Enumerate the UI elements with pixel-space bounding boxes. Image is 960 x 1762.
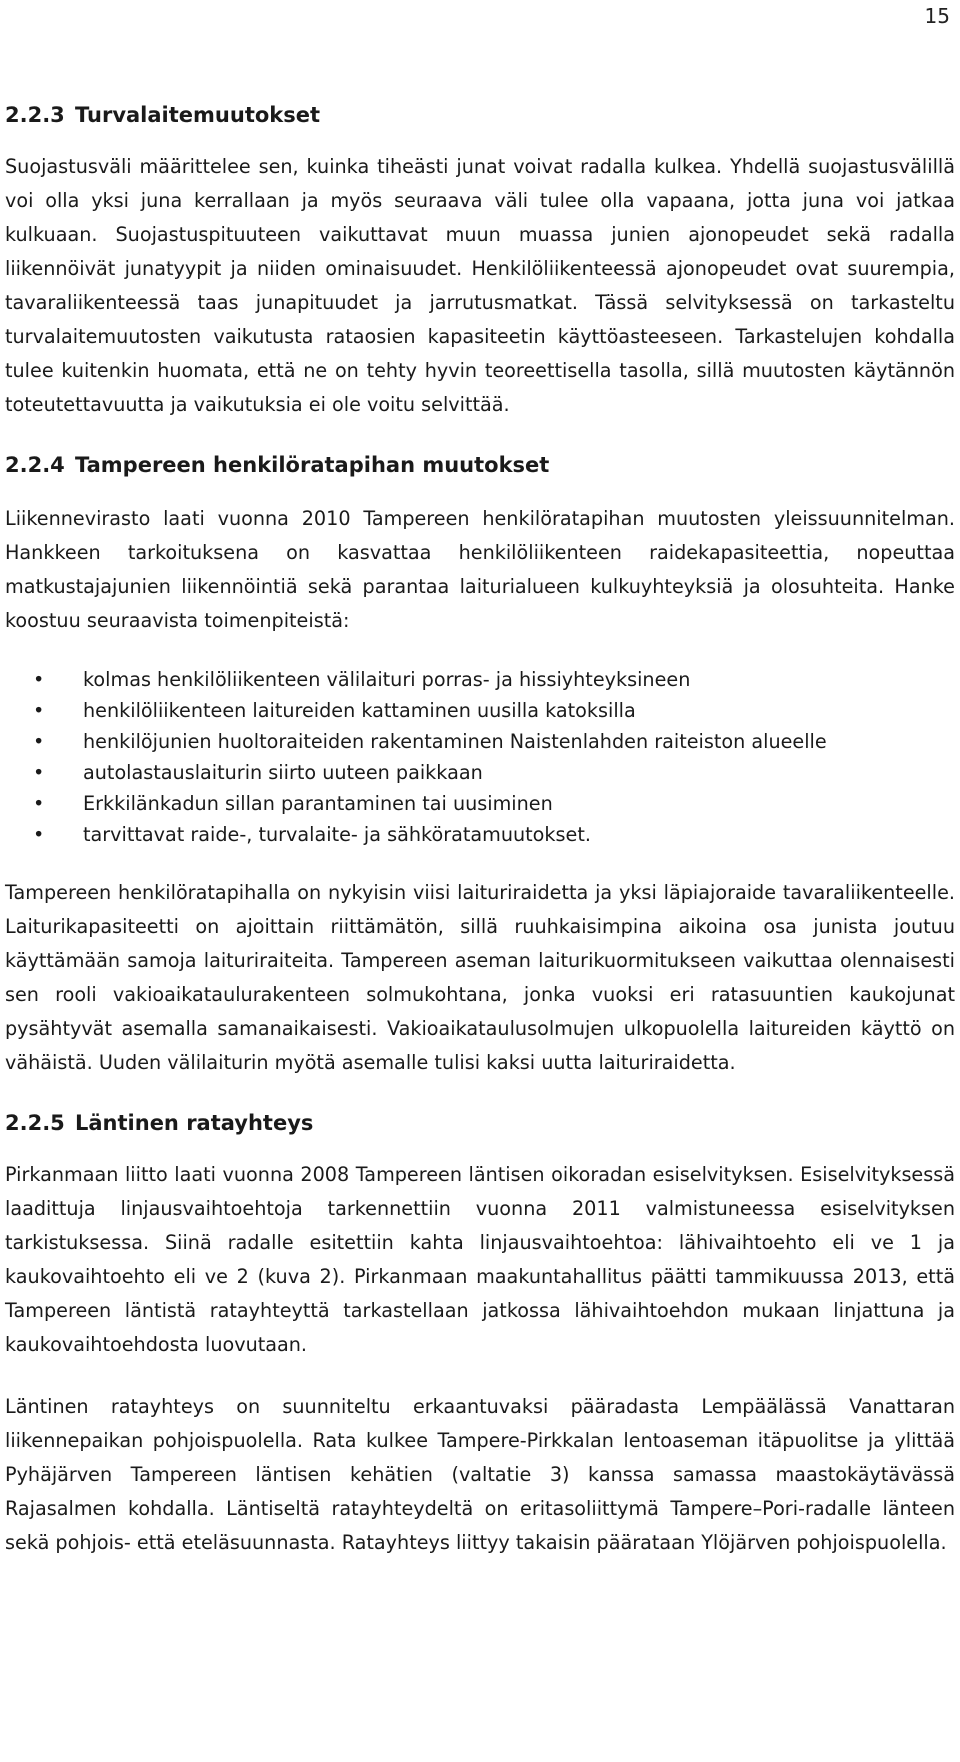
section-number: 2.2.4 xyxy=(5,453,65,477)
bullet-icon: • xyxy=(33,730,45,753)
paragraph: Suojastusväli määrittelee sen, kuinka tiheästi junat voivat radalla kulkea. Yhdellä suojastusvälillä voi olla yksi juna kerrallaan ja myös seuraava väli tulee olla vapaana, jotta juna voi jatkaa kulkuaan. Suojastuspituuteen vaikuttavat muun muassa junien ajonopeudet sekä radalla liikennöivät junatyypit ja niiden ominaisuudet. Henkilöliikenteessä ajonopeudet ovat suurempia, tavaraliikenteessä taas junapituudet ja jarrutusmatkat. Tässä selvityksessä on tarkasteltu turvalaitemuutosten vaikutusta rataosien kapasiteetin käyttöasteeseen. Tarkastelujen kohdalla tulee kuitenkin huomata, että ne on tehty hyvin teoreettisella tasolla, sillä muutosten käytännön toteutettavuutta ja vaikutuksia ei ole voitu selvittää. xyxy=(5,155,955,416)
section-heading-2-2-3 xyxy=(5,100,955,130)
document-body xyxy=(5,100,955,1560)
section-number: 2.2.5 xyxy=(5,1111,65,1135)
paragraph: Tampereen henkilöratapihalla on nykyisin viisi laituriraidetta ja yksi läpiajoraide tavaraliikenteelle. Laiturikapasiteetti on ajoittain riittämätön, sillä ruuhkaisimpina aikoina osa junista joutuu käyttämään samoja laituriraiteita. Tampereen aseman laiturikuormitukseen vaikuttaa olennaisesti sen rooli vakioaikataulurakenteen solmukohtana, jonka vuoksi eri ratasuuntien kaukojunat pysähtyvät asemalla samanaikaisesti. Vakioaikataulusolmujen ulkopuolella laitureiden käyttö on vähäistä. Uuden välilaiturin myötä asemalle tulisi kaksi uutta laituriraidetta. xyxy=(5,881,955,1074)
section-number: 2.2.3 xyxy=(5,103,65,127)
list-item xyxy=(5,819,955,850)
bullet-icon: • xyxy=(33,699,45,722)
section-title: Läntinen ratayhteys xyxy=(75,1111,314,1135)
bullet-icon: • xyxy=(33,792,45,815)
list-item-text: Erkkilänkadun sillan parantaminen tai uusiminen xyxy=(83,792,553,815)
list-item xyxy=(5,757,955,788)
paragraph: Läntinen ratayhteys on suunniteltu erkaantuvaksi pääradasta Lempäälässä Vanattaran liikennepaikan pohjoispuolella. Rata kulkee Tampere-Pirkkalan lentoaseman itäpuolitse ja ylittää Pyhäjärven Tampereen läntisen kehätien (valtatie 3) kanssa samassa maastokäytävässä Rajasalmen kohdalla. Läntiseltä ratayhteydeltä on eritasoliittymä Tampere–Pori-radalle länteen sekä pohjois- että eteläsuunnasta. Ratayhteys liittyy takaisin päärataan Ylöjärven pohjoispuolella. xyxy=(5,1395,955,1554)
measures-list xyxy=(5,664,955,850)
section-heading-2-2-4 xyxy=(5,450,955,480)
bullet-icon: • xyxy=(33,761,45,784)
section-heading-2-2-5 xyxy=(5,1108,955,1138)
bullet-icon: • xyxy=(33,823,45,846)
list-item xyxy=(5,664,955,695)
list-item xyxy=(5,726,955,757)
paragraph: Pirkanmaan liitto laati vuonna 2008 Tampereen läntisen oikoradan esiselvityksen. Esiselvityksessä laadittuja linjausvaihtoehtoja tarkennettiin vuonna 2011 valmistuneessa esiselvityksen tarkistuksessa. Siinä radalle esitettiin kahta linjausvaihtoehtoa: lähivaihtoehto eli ve 1 ja kaukovaihtoehto eli ve 2 (kuva 2). Pirkanmaan maakuntahallitus päätti tammikuussa 2013, että Tampereen läntistä ratayhteyttä tarkastellaan jatkossa lähivaihtoehdon mukaan linjattuna ja kaukovaihtoehdosta luovutaan. xyxy=(5,1163,955,1356)
list-item xyxy=(5,788,955,819)
list-item-text: henkilöjunien huoltoraiteiden rakentaminen Naistenlahden raiteiston alueelle xyxy=(83,730,827,753)
list-item-text: tarvittavat raide-, turvalaite- ja sähköratamuutokset. xyxy=(83,823,591,846)
list-item xyxy=(5,695,955,726)
section-title: Turvalaitemuutokset xyxy=(75,103,321,127)
section-title: Tampereen henkilöratapihan muutokset xyxy=(75,453,550,477)
list-item-text: kolmas henkilöliikenteen välilaituri porras- ja hissiyhteyksineen xyxy=(83,668,691,691)
list-item-text: henkilöliikenteen laitureiden kattaminen uusilla katoksilla xyxy=(83,699,636,722)
bullet-icon: • xyxy=(33,668,45,691)
page-number: 15 xyxy=(924,4,950,28)
list-item-text: autolastauslaiturin siirto uuteen paikkaan xyxy=(83,761,483,784)
paragraph: Liikennevirasto laati vuonna 2010 Tampereen henkilöratapihan muutosten yleissuunnitelman. Hankkeen tarkoituksena on kasvattaa henkilöliikenteen raidekapasiteettia, nopeuttaa matkustajajunien liikennöintiä sekä parantaa laiturialueen kulkuyhteyksiä ja olosuhteita. Hanke koostuu seuraavista toimenpiteistä: xyxy=(5,507,955,632)
